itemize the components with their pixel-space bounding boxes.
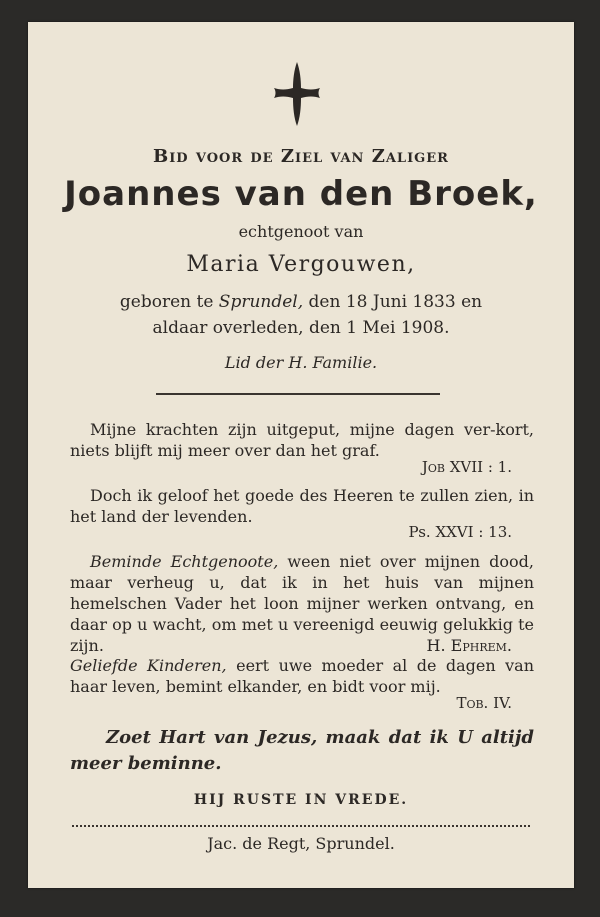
birth-pre: geboren te (119, 292, 219, 312)
divider-rule (156, 393, 440, 395)
spouse-name: Maria Vergouwen, (186, 252, 416, 277)
children-address-reference: Tob. IV. (456, 694, 512, 712)
birth-post: den 18 Juni 1833 en (303, 292, 483, 312)
rest-in-peace: HIJ RUSTE IN VREDE. (193, 792, 409, 808)
closing-prayer: Zoet Hart van Jezus, maak dat ik U altijd meer beminne. (70, 727, 534, 774)
spouse-prefix: echtgenoot van (238, 222, 364, 241)
spouse-address-text: ween niet over mijnen dood, maar verheug u, dat ik in het huis van mijnen hemelschen Vader het loon mijner werken ontvang, en daar op u wacht, om met u vereenigd eeuwig gelukkig te zijn. (70, 552, 534, 655)
spouse-address (70, 551, 534, 656)
spouse-address-lead: Beminde Echtgenoote, (90, 552, 279, 571)
verse-2-text: Doch ik geloof het goede des Heeren te zullen zien, in het land der levenden. (70, 486, 534, 526)
death-line: aldaar overleden, den 1 Mei 1908. (152, 318, 450, 338)
spouse-address-reference: H. Ephrem. (426, 636, 512, 655)
membership-line: Lid der H. Familie. (224, 353, 378, 372)
children-address-lead: Geliefde Kinderen, (70, 656, 227, 675)
birth-place: Sprundel, (218, 292, 304, 312)
printer-credit: Jac. de Regt, Sprundel. (207, 834, 395, 853)
prayer-heading: Bid voor de Ziel van Zaliger (153, 146, 449, 167)
memorial-card (28, 22, 574, 888)
children-address (70, 655, 534, 697)
verse-1-text: Mijne krachten zijn uitgeput, mijne dagen ver-kort, niets blijft mij meer over dan het graf. (70, 420, 534, 460)
verse-2-reference: Ps. XXVI : 13. (408, 523, 512, 541)
verse-1-reference: Job XVII : 1. (421, 458, 512, 476)
birth-line (28, 292, 574, 312)
children-address-text: eert uwe moeder al de dagen van haar leven, bemint elkander, en bidt voor mij. (70, 656, 535, 696)
cross-icon (272, 60, 322, 128)
dotted-divider (72, 825, 530, 827)
deceased-name: Joannes van den Broek, (64, 174, 538, 214)
